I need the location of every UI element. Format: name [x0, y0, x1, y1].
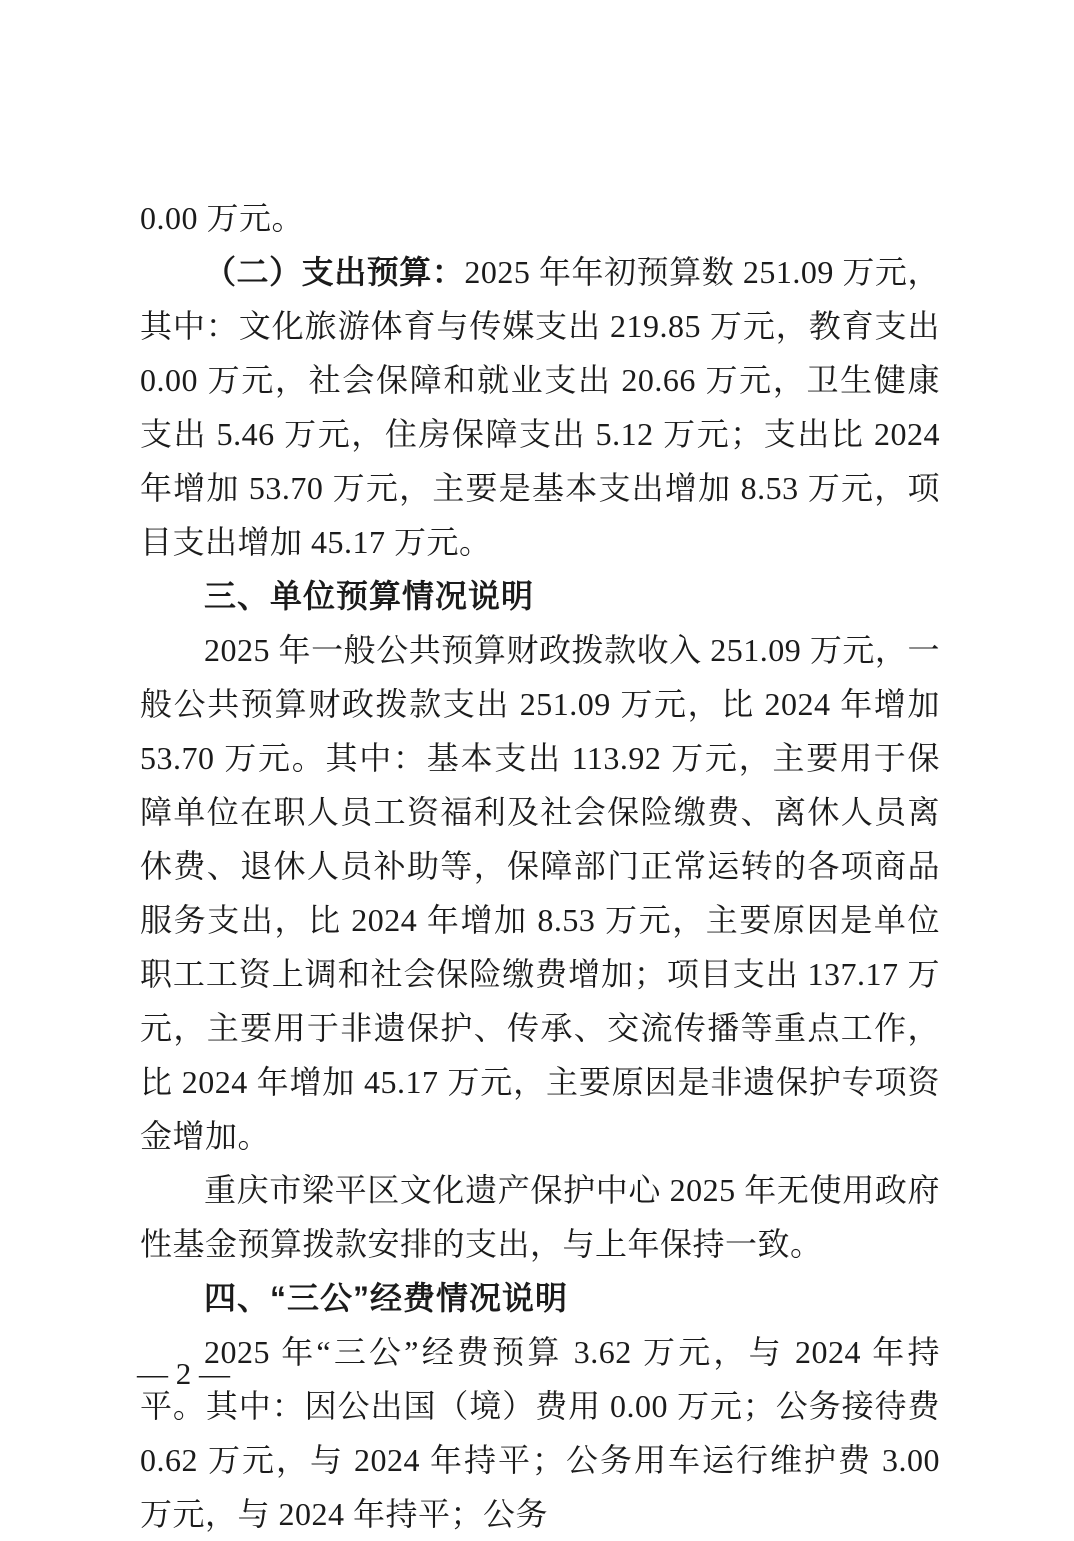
- paragraph-unit-budget-detail: [140, 623, 940, 1163]
- section-heading-unit-budget: 三、单位预算情况说明: [204, 578, 535, 614]
- page-footer: [137, 1347, 230, 1401]
- paragraph-lead: （二）支出预算：: [204, 254, 465, 290]
- paragraph-text: 重庆市梁平区文化遗产保护中心 2025 年无使用政府性基金预算拨款安排的支出，与上年保持一致。: [140, 1172, 940, 1262]
- paragraph-three-public-detail: [140, 1325, 940, 1541]
- section-heading-three-public-expenses: 四、“三公”经费情况说明: [204, 1280, 569, 1316]
- paragraph-continuation: [140, 191, 940, 245]
- paragraph-text: 2025 年一般公共预算财政拨款收入 251.09 万元，一般公共预算财政拨款支出 251.09 万元，比 2024 年增加 53.70 万元。其中：基本支出 113.92 万元，主要用于保障单位在职人员工资福利及社会保险缴费、离休人员离休费、退休人员补助等，保障部门正常运转的各项商品服务支出，比 2024 年增加 8.53 万元，主要原因是单位职工工资上调和社会保险缴费增加；项目支出 137.17 万元，主要用于非遗保护、传承、交流传播等重点工作，比 2024 年增加 45.17 万元，主要原因是非遗保护专项资金增加。: [140, 632, 940, 1154]
- document-body: [140, 191, 940, 1541]
- paragraph-text: 0.00 万元。: [140, 200, 305, 236]
- paragraph-expenditure-budget: [140, 245, 940, 569]
- paragraph-text: 2025 年年初预算数 251.09 万元，其中：文化旅游体育与传媒支出 219.85 万元，教育支出 0.00 万元，社会保障和就业支出 20.66 万元，卫生健康支出 5.46 万元，住房保障支出 5.12 万元；支出比 2024 年增加 53.70 万元，主要是基本支出增加 8.53 万元，项目支出增加 45.17 万元。: [140, 254, 940, 560]
- paragraph-text: 2025 年“三公”经费预算 3.62 万元，与 2024 年持平。其中：因公出国（境）费用 0.00 万元；公务接待费 0.62 万元，与 2024 年持平；公务用车运行维护费 3.00 万元，与 2024 年持平；公务: [140, 1334, 940, 1532]
- page-number: — 2 —: [137, 1356, 230, 1391]
- paragraph-government-fund: [140, 1163, 940, 1271]
